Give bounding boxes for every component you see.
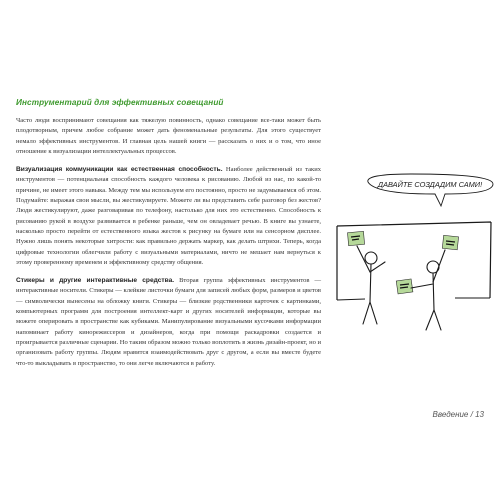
sticky-note-icon: [396, 279, 413, 294]
body-text: [16, 116, 321, 377]
board-tray: [337, 298, 490, 300]
speech-bubble: [368, 174, 493, 206]
paragraph-lead: Стикеры и другие интерактивные средства.: [16, 277, 175, 285]
intro-paragraph: Часто люди воспринимают совещания как тяжелую повинность, однако совещание все-таки может быть плодотворным, причем любое собрание может дать феноменальные результаты. Для этого существует немало эффективных инструментов. И главная цель нашей книги — рассказать о них и о том, что иное отношение к визуализации интеллектуальных процессов.: [16, 117, 321, 155]
page-footer: [433, 410, 484, 419]
sticky-note-icon: [348, 231, 365, 245]
paragraph-lead: Визуализация коммуникации как естественная способность.: [16, 166, 223, 174]
paragraph-body: Вторая группа эффективных инструментов — интерактивные носители. Стикеры — клейкие листочки бумаги для записей любых форм, размеров и цветов — символически вынесены на обложку книги. Стикеры — близкие родственники карточек с картинками, компьютерных программ для построения интеллект-карт и других носителей информации, которые вы можете оперировать в пространстве как кубиками. Манипулирование визуальными кусочками информации напоминает работу кинорежиссеров и дизайнеров, когда при помощи раскадровки создается и проигрывается различные сценарии. Но таким образом можно только воплотить в жизнь дизайн-проект, но и организовать работу группы. Людям нравится взаимодействовать друг с другом, а если вы вместе будете что-то выкладывать в пространство, то они легче включаются в работу.: [16, 277, 321, 367]
paragraph-visualization: [16, 165, 321, 268]
footer-separator: /: [470, 410, 473, 419]
footer-section-name: Введение: [432, 410, 469, 419]
person-left-icon: [357, 246, 385, 324]
paragraph-stickers: [16, 276, 321, 369]
page-number: 13: [475, 410, 484, 419]
section-heading: Инструментарий для эффективных совещаний: [16, 98, 224, 107]
person-right-icon: [411, 250, 445, 330]
board-illustration: [325, 172, 497, 334]
speech-bubble-text: ДАВАЙТЕ СОЗДАДИМ САМИ!: [377, 180, 483, 189]
paragraph-body: Наиболее действенный из таких инструментов — потенциальная способность каждого человека к рисованию. Любой из нас, по какой-то причине, не имеет этого навыка. Между тем мы используем его постоянно, просто не задумываемся об этом. Подумайте: выражая свои мысли, вы жестикулируете. Можете ли вы представить себе разговор без жестов? Люди жестикулируют, даже разговаривая по телефону, настолько для них это естественно. Способность к рисованию рукой в воздухе развивается в ребенке раньше, чем он овладевает речью. В книге вы узнаете, насколько просто перейти от естественного языка жестов к рисунку на бумаге или на сенсорном дисплее. Нужно лишь понять некоторые хитрости: как правильно держать маркер, как делать штрихи. Теперь, когда цифровые технологии облегчили работу с визуальными материалами, ничто не мешает нам вернуться к этому проверенному временем и эффективному средству общения.: [16, 166, 321, 266]
sticky-note-icon: [442, 235, 458, 249]
